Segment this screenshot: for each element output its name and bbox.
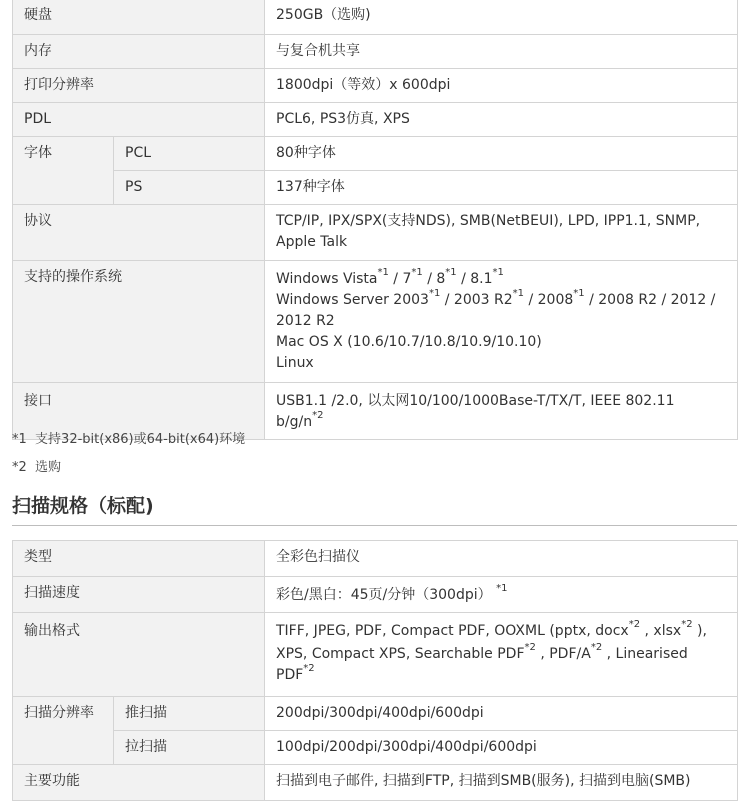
- table-row: [13, 171, 738, 205]
- fonts-ps-label: PS: [114, 171, 265, 205]
- hdd-value: 250GB（选购): [265, 0, 738, 35]
- interface-value: [265, 383, 738, 440]
- scan-speed-label: 扫描速度: [13, 577, 265, 613]
- pull-scan-value: 100dpi/200dpi/300dpi/400dpi/600dpi: [265, 731, 738, 765]
- output-line: [276, 621, 726, 642]
- pdl-label: PDL: [13, 103, 265, 137]
- section-divider: [12, 525, 737, 526]
- os-windows-line: [276, 269, 726, 290]
- output-line: [276, 665, 726, 686]
- scan-spec-table: [12, 540, 738, 801]
- table-row: [13, 261, 738, 383]
- footnote-text: 选购: [35, 460, 62, 475]
- protocol-line: TCP/IP, IPX/SPX(支持NDS), SMB(NetBEUI), LPD, IPP1.1, SNMP,: [276, 213, 701, 229]
- fonts-label: 字体: [13, 137, 114, 205]
- scan-type-label: 类型: [13, 541, 265, 577]
- output-text: , PDF/A: [535, 646, 591, 662]
- output-text: , xlsx: [640, 623, 682, 639]
- interface-text: USB1.1 /2.0, 以太网10/100/1000Base-T/TX/T, IEEE 802.11 b/g/n: [276, 393, 675, 430]
- memory-value: 与复合机共享: [265, 35, 738, 69]
- table-row: [13, 69, 738, 103]
- scan-resolution-label: 扫描分辨率: [13, 697, 114, 765]
- fonts-pcl-label: PCL: [114, 137, 265, 171]
- os-text: / 2008 R2 / 2012 /: [584, 292, 716, 308]
- output-text: TIFF, JPEG, PDF, Compact PDF, OOXML (pptx, docx: [276, 623, 629, 639]
- os-text: Windows Vista: [276, 271, 378, 287]
- scan-type-value: 全彩色扫描仪: [265, 541, 738, 577]
- os-text: / 2003 R2: [440, 292, 513, 308]
- output-text: XPS, Compact XPS, Searchable PDF: [276, 646, 525, 662]
- table-row: [13, 35, 738, 69]
- footnote-mark: *1: [445, 267, 457, 278]
- footnote: [12, 456, 61, 475]
- footnote-mark: *1: [12, 432, 27, 447]
- table-row: [13, 137, 738, 171]
- protocol-line: Apple Talk: [276, 234, 348, 250]
- footnote-mark: *1: [512, 288, 525, 299]
- footnote-mark: *2: [681, 619, 693, 630]
- footnote-mark: *1: [411, 267, 423, 278]
- output-text: ),: [692, 623, 707, 639]
- main-function-label: 主要功能: [13, 765, 265, 801]
- table-row: [13, 541, 738, 577]
- output-text: PDF: [276, 667, 304, 683]
- footnote: [12, 428, 245, 447]
- fonts-pcl-value: 80种字体: [265, 137, 738, 171]
- fonts-ps-value: 137种字体: [265, 171, 738, 205]
- table-row: [13, 613, 738, 697]
- push-scan-value: 200dpi/300dpi/400dpi/600dpi: [265, 697, 738, 731]
- os-text: / 7: [388, 271, 412, 287]
- footnote-text: 支持32-bit(x86)或64-bit(x64)环境: [35, 432, 246, 447]
- os-value: [265, 261, 738, 383]
- footnote-mark: *1: [428, 288, 441, 299]
- table-row: [13, 731, 738, 765]
- protocol-label: 协议: [13, 205, 265, 261]
- table-row: [13, 103, 738, 137]
- interface-label: 接口: [13, 383, 265, 440]
- footnote-mark: *2: [12, 460, 27, 475]
- push-scan-label: 推扫描: [114, 697, 265, 731]
- section-heading: 扫描规格（标配): [12, 495, 154, 517]
- os-server-line-2: 2012 R2: [276, 313, 335, 329]
- table-row: [13, 577, 738, 613]
- os-server-line: [276, 290, 726, 311]
- resolution-value: 1800dpi（等效）x 600dpi: [265, 69, 738, 103]
- footnote-mark: *2: [312, 410, 324, 421]
- output-format-label: 输出格式: [13, 613, 265, 697]
- footnote-mark: *2: [303, 663, 315, 674]
- table-row: [13, 0, 738, 35]
- resolution-label: 打印分辨率: [13, 69, 265, 103]
- footnote-mark: *1: [573, 288, 585, 299]
- print-spec-table: [12, 0, 738, 440]
- os-text: / 8.1: [456, 271, 493, 287]
- output-format-value: [265, 613, 738, 697]
- os-mac-line: Mac OS X (10.6/10.7/10.8/10.9/10.10): [276, 334, 542, 350]
- footnote-mark: *2: [628, 619, 641, 630]
- footnote-mark: *1: [377, 267, 389, 278]
- os-text: / 8: [422, 271, 446, 287]
- main-function-text: 扫描到电子邮件, 扫描到FTP, 扫描到SMB(服务), 扫描到电脑(SMB): [276, 773, 691, 789]
- protocol-value: [265, 205, 738, 261]
- footnote-mark: *2: [524, 642, 536, 653]
- speed-text: 彩色/黑白：45页/分钟（300dpi）: [276, 587, 492, 603]
- footnote-mark: *2: [590, 642, 603, 653]
- os-text: / 2008: [524, 292, 574, 308]
- output-line: [276, 644, 726, 665]
- table-row: [13, 697, 738, 731]
- pdl-value: PCL6, PS3仿真, XPS: [265, 103, 738, 137]
- memory-label: 内存: [13, 35, 265, 69]
- os-linux-line: Linux: [276, 355, 314, 371]
- os-text: Windows Server 2003: [276, 292, 429, 308]
- hdd-label: 硬盘: [13, 0, 265, 35]
- table-row: [13, 765, 738, 801]
- footnote-mark: *1: [496, 583, 508, 594]
- pull-scan-label: 拉扫描: [114, 731, 265, 765]
- table-row: [13, 205, 738, 261]
- os-label: 支持的操作系统: [13, 261, 265, 383]
- main-function-value: [265, 765, 738, 801]
- scan-speed-value: [265, 577, 738, 613]
- footnote-mark: *1: [492, 267, 504, 278]
- output-text: , Linearised: [602, 646, 688, 662]
